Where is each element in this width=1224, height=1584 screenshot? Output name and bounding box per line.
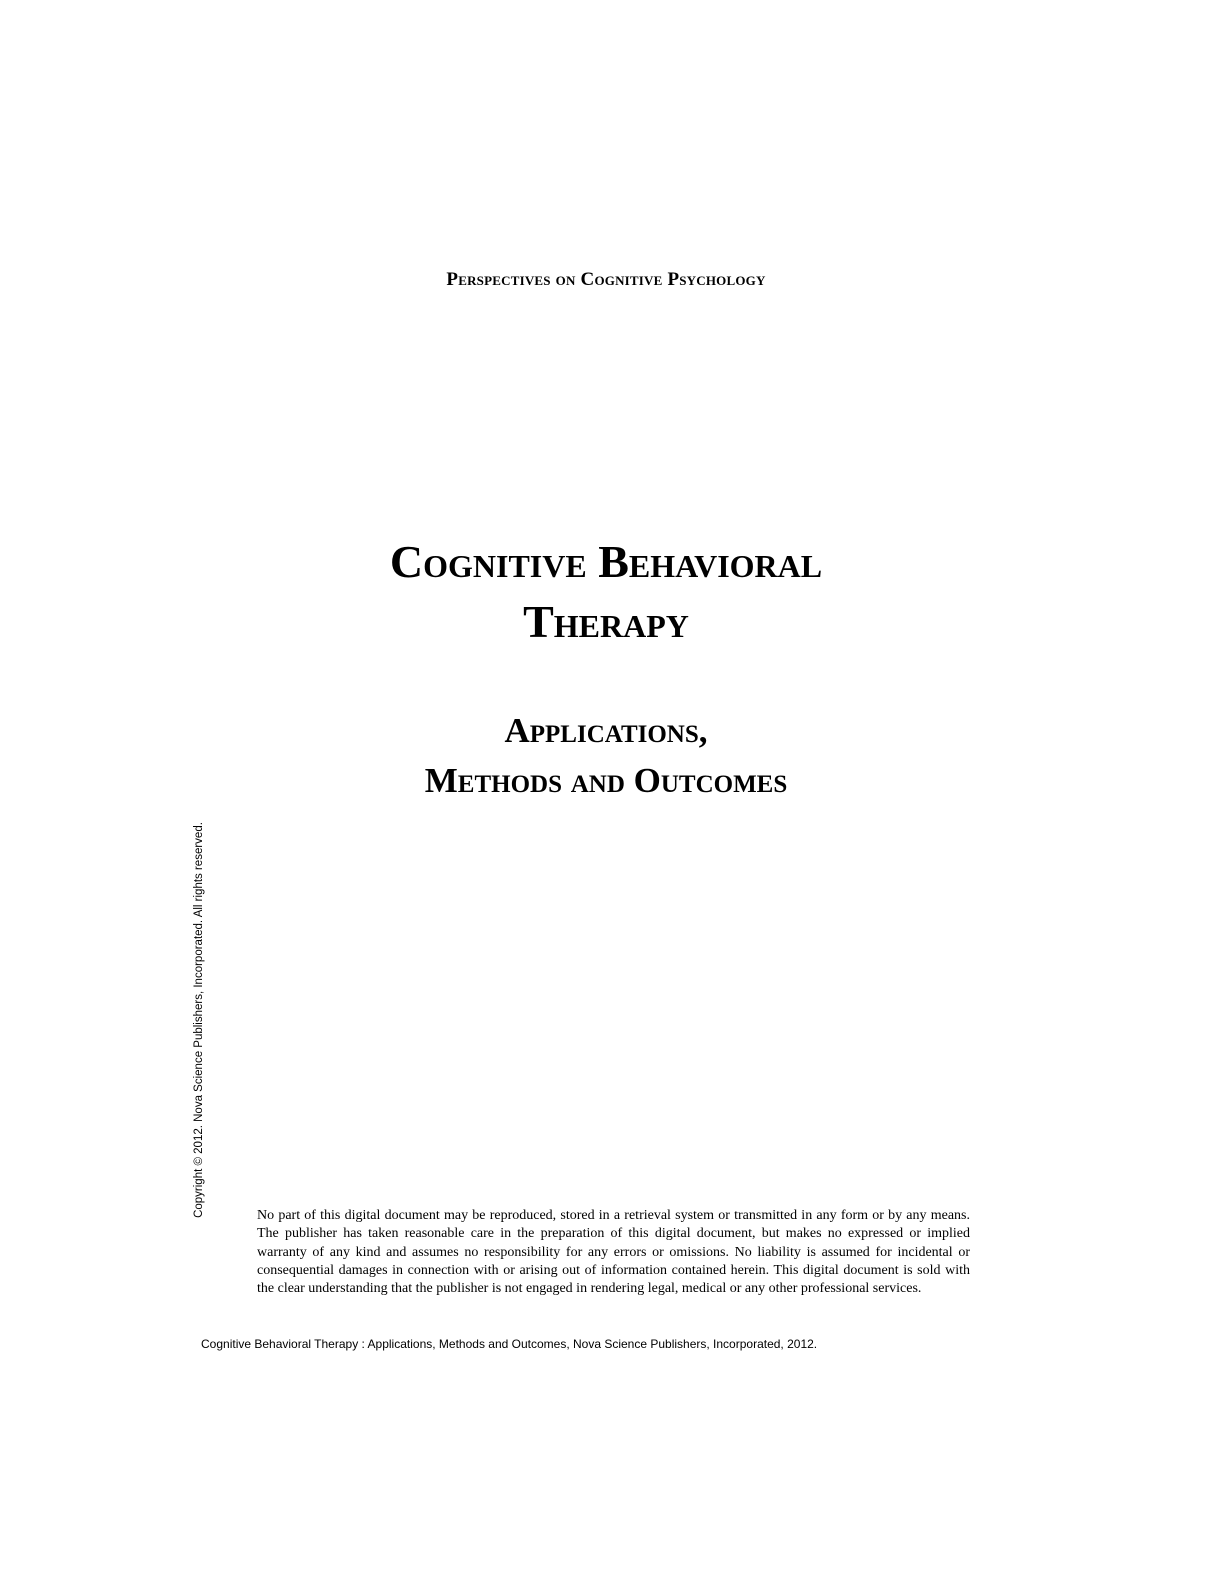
book-title-line-2: Therapy — [523, 596, 689, 647]
side-copyright-notice: Copyright © 2012. Nova Science Publishers, Incorporated. All rights reserved. — [193, 822, 205, 1218]
book-subtitle-line-2: Methods and Outcomes — [424, 761, 788, 800]
series-title: Perspectives on Cognitive Psychology — [446, 269, 766, 290]
book-subtitle-line-1: Applications, — [504, 711, 708, 750]
disclaimer-paragraph: No part of this digital document may be reproduced, stored in a retrieval system or transmitted in any form or by any means. The publisher has taken reasonable care in the preparation of this digital document, but makes no expressed or implied warranty of any kind and assumes no responsibility for any errors or omissions. No liability is assumed for incidental or consequential damages in connection with or arising out of information contained herein. This digital document is sold with the clear understanding that the publisher is not engaged in rendering legal, medical or any other professional services. — [257, 1208, 970, 1297]
book-title-line-1: Cognitive Behavioral — [389, 536, 823, 587]
book-title — [0, 532, 1212, 652]
book-subtitle — [0, 706, 1212, 806]
footer-citation: Cognitive Behavioral Therapy : Applications, Methods and Outcomes, Nova Science Publishers, Incorporated, 2012. — [201, 1337, 818, 1351]
